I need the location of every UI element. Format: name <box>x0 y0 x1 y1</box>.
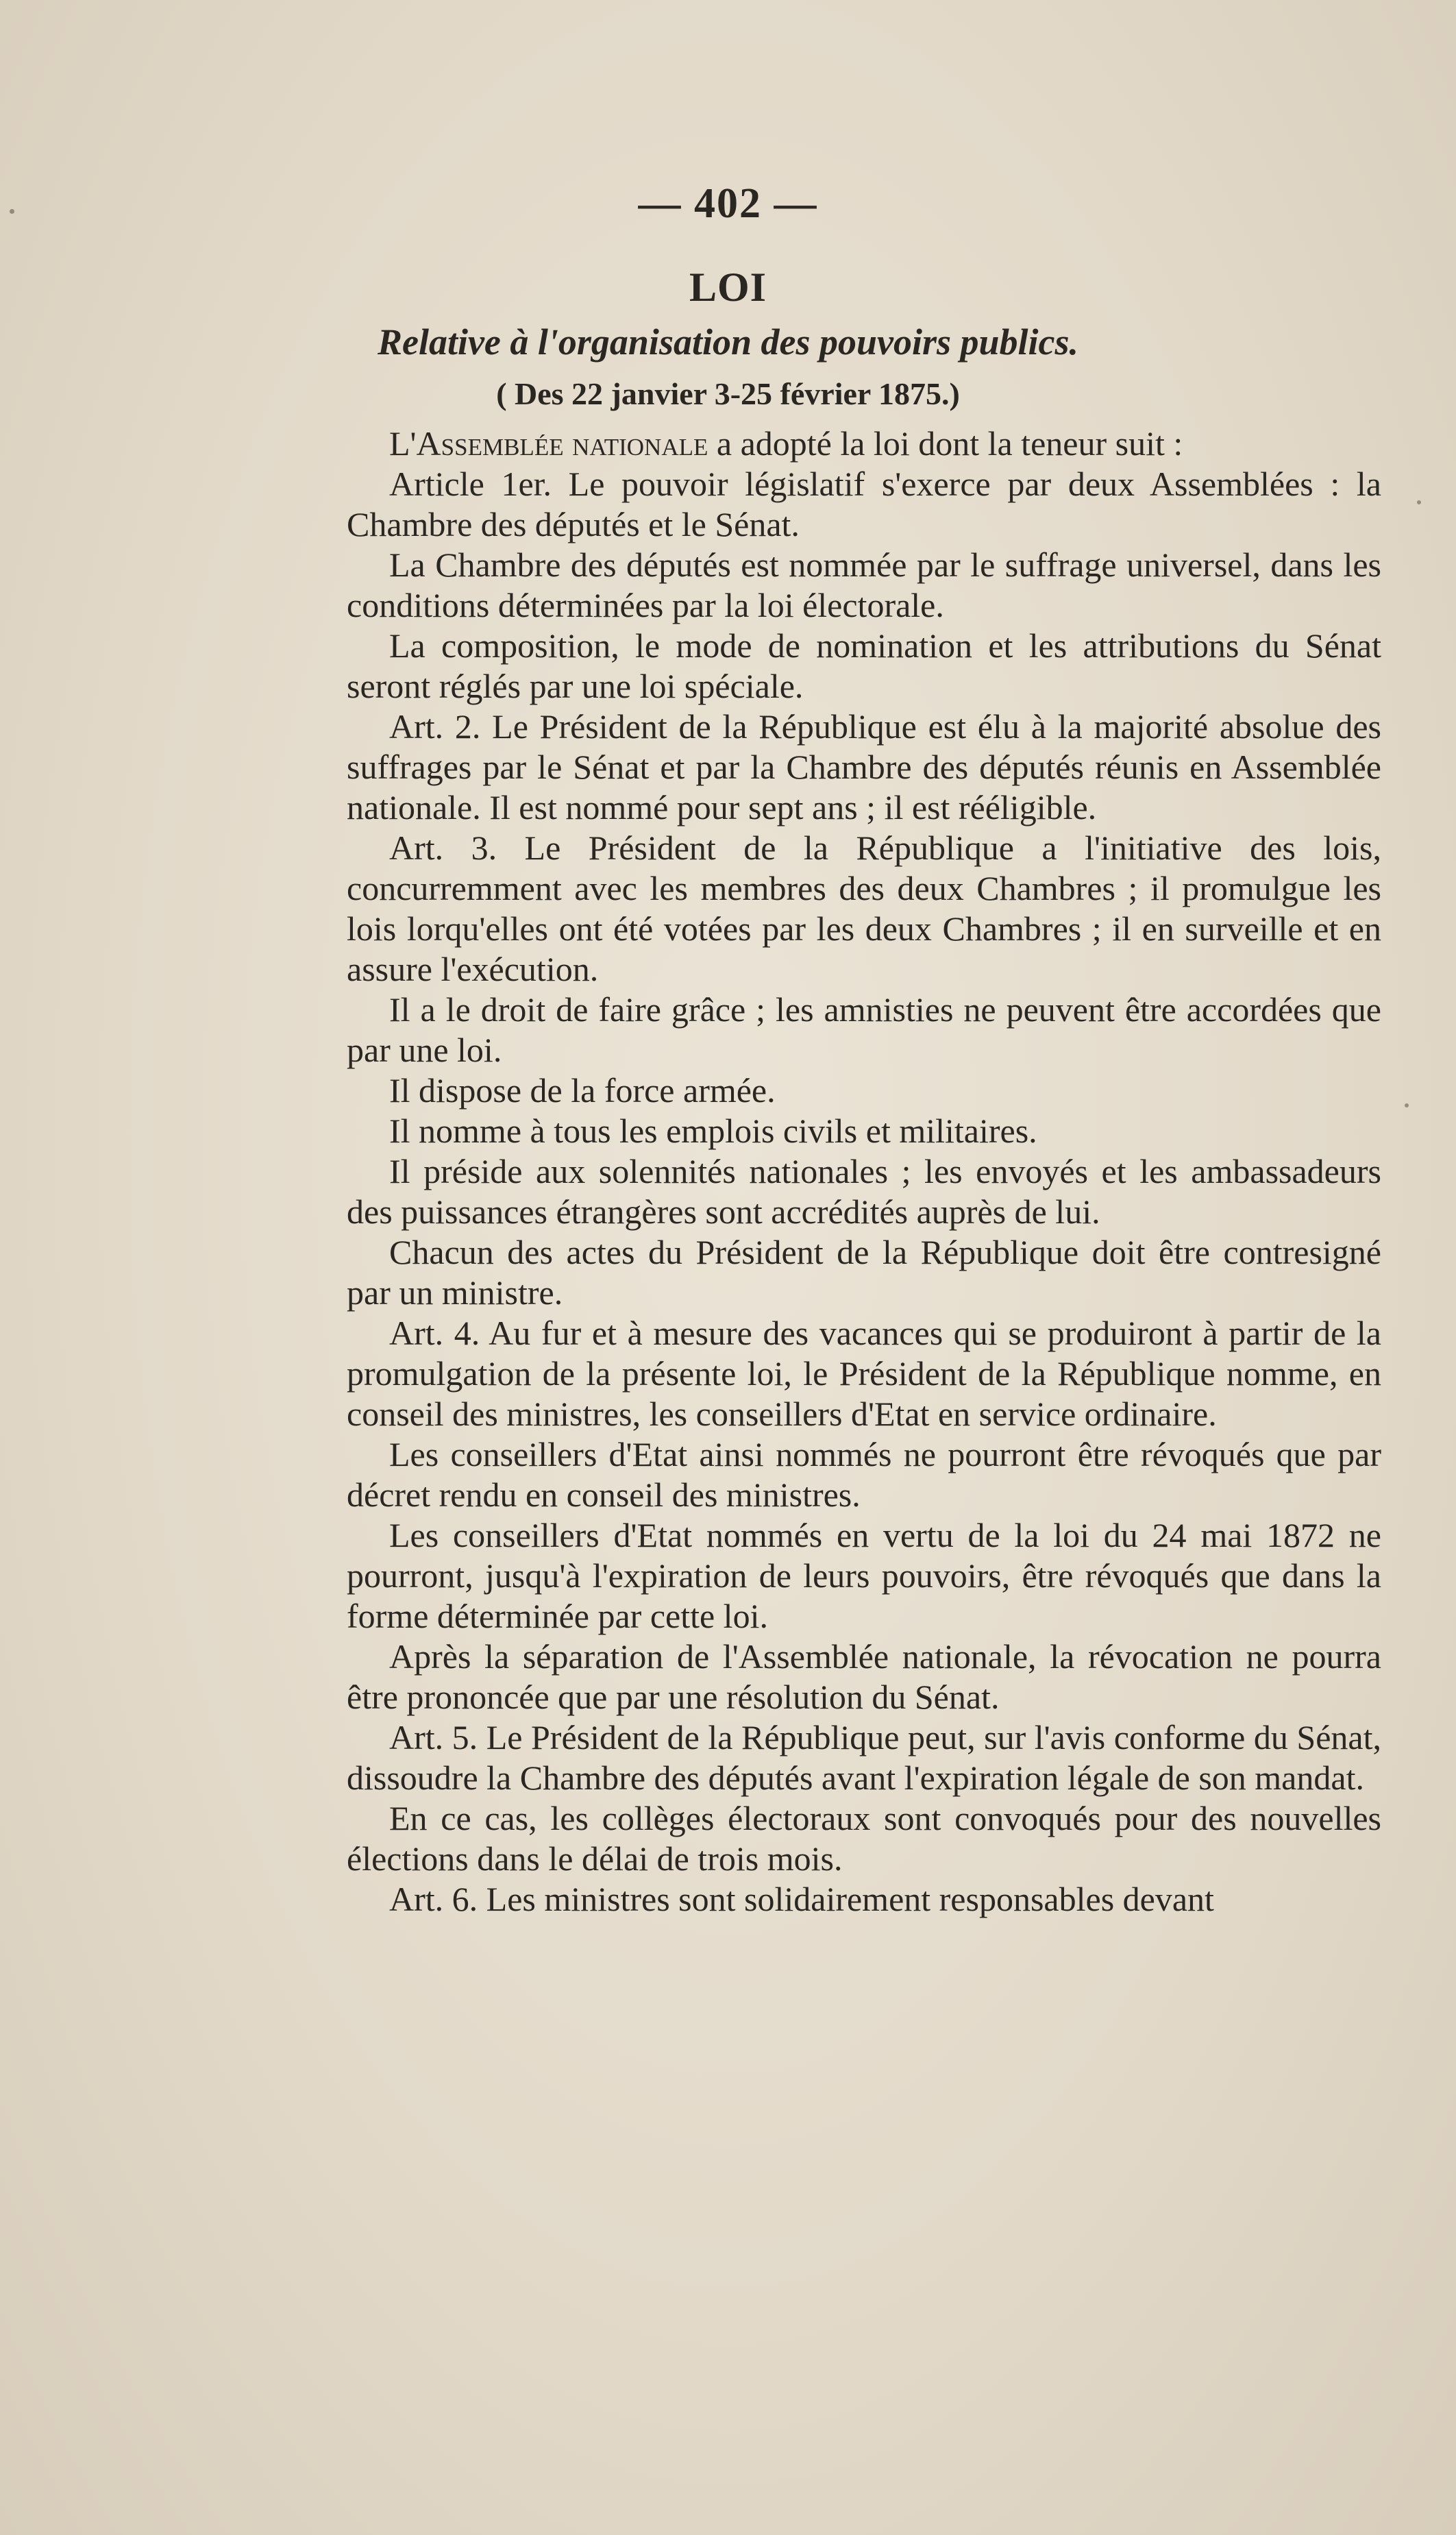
article-6-paragraph: Art. 6. Les ministres sont solidairement responsables devant <box>389 1880 1214 1918</box>
article-3-paragraph: Art. 3. Le Président de la République a l'initiative des lois, concurremment avec les membres des deux Chambres ; il promulgue les lois lorqu'elles ont été votées par les deux Chambres ; il en surveille et en assure l'exécution. <box>347 829 1381 988</box>
article-3-countersign-paragraph: Chacun des actes du Président de la République doit être contresigné par un ministre. <box>347 1233 1381 1312</box>
page-number: — 402 — <box>638 180 818 227</box>
law-body <box>347 424 1381 1920</box>
article-1-senate-paragraph: La composition, le mode de nomination et les attributions du Sénat seront réglés par une loi spéciale. <box>347 626 1381 705</box>
ink-spot <box>1417 500 1421 504</box>
article-4-senate-paragraph: Après la séparation de l'Assemblée nationale, la révocation ne pourra être prononcée que par une résolution du Sénat. <box>347 1637 1381 1716</box>
article-1-chamber-paragraph: La Chambre des députés est nommée par le suffrage universel, dans les conditions déterminées par la loi électorale. <box>347 546 1381 624</box>
article-5-elections-paragraph: En ce cas, les collèges électoraux sont convoqués pour des nouvelles élections dans le délai de trois mois. <box>347 1799 1381 1878</box>
article-5-paragraph: Art. 5. Le Président de la République peut, sur l'avis conforme du Sénat, dissoudre la Chambre des députés avant l'expiration légale de son mandat. <box>347 1718 1381 1797</box>
assembly-name: L'Assemblée nationale <box>389 424 708 463</box>
law-dates: ( Des 22 janvier 3-25 février 1875.) <box>496 376 960 411</box>
article-3-army-paragraph: Il dispose de la force armée. <box>389 1071 776 1110</box>
ink-spot <box>1405 1103 1409 1107</box>
article-1-paragraph: Article 1er. Le pouvoir législatif s'exerce par deux Assemblées : la Chambre des députés et le Sénat. <box>347 465 1381 543</box>
article-4-revocation-paragraph: Les conseillers d'Etat ainsi nommés ne pourront être révoqués que par décret rendu en conseil des ministres. <box>347 1435 1381 1514</box>
article-3-appointments-paragraph: Il nomme à tous les emplois civils et militaires. <box>389 1112 1037 1150</box>
law-subtitle: Relative à l'organisation des pouvoirs publics. <box>377 321 1079 363</box>
enacting-clause-text: a adopté la loi dont la teneur suit : <box>708 424 1183 463</box>
article-2-paragraph: Art. 2. Le Président de la République est élu à la majorité absolue des suffrages par le Sénat et par la Chambre des députés réunis en Assemblée nationale. Il est nommé pour sept ans ; il est rééligible. <box>347 707 1381 826</box>
article-3-ceremonies-paragraph: Il préside aux solennités nationales ; les envoyés et les ambassadeurs des puissances étrangères sont accrédités auprès de lui. <box>347 1152 1381 1231</box>
article-4-paragraph: Art. 4. Au fur et à mesure des vacances qui se produiront à partir de la promulgation de la présente loi, le Président de la République nomme, en conseil des ministres, les conseillers d'Etat en service ordinaire. <box>347 1314 1381 1433</box>
enacting-clause <box>347 424 1381 464</box>
law-title: LOI <box>689 265 767 310</box>
article-3-pardon-paragraph: Il a le droit de faire grâce ; les amnisties ne peuvent être accordées que par une loi. <box>347 990 1381 1069</box>
article-4-1872-paragraph: Les conseillers d'Etat nommés en vertu de la loi du 24 mai 1872 ne pourront, jusqu'à l'expiration de leurs pouvoirs, être révoqués que dans la forme déterminée par cette loi. <box>347 1516 1381 1635</box>
